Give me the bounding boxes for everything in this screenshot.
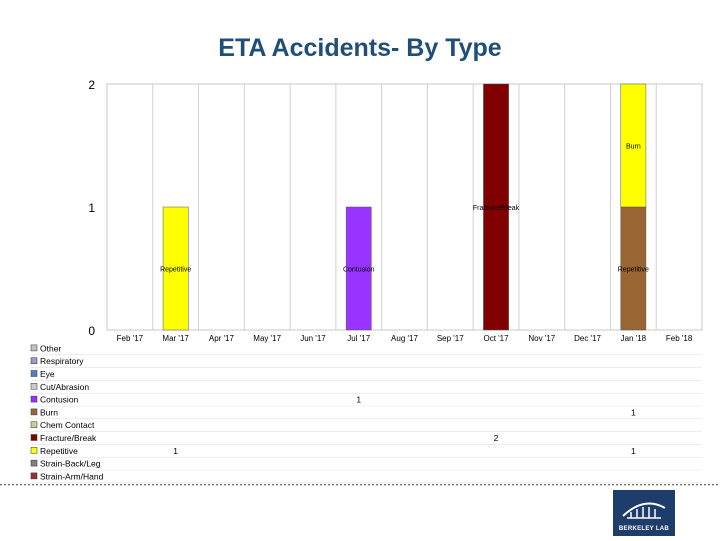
x-tick-label: Jul '17	[347, 334, 371, 343]
legend-label: Cut/Abrasion	[40, 381, 90, 392]
legend-label: Contusion	[40, 394, 79, 405]
x-tick-label: Jun '17	[300, 334, 326, 343]
bar-annotation: Fracture/Break	[472, 205, 520, 212]
legend-label: Eye	[40, 369, 55, 379]
legend-swatch	[31, 345, 37, 351]
legend-label: Respiratory	[40, 356, 84, 367]
x-tick-label: Oct '17	[483, 334, 509, 343]
legend-swatch	[31, 447, 37, 453]
y-tick-label: 0	[88, 324, 95, 338]
legend-label: Burn	[40, 407, 58, 418]
legend-swatch	[31, 422, 37, 428]
legend-swatch	[31, 396, 37, 402]
legend-swatch	[31, 460, 37, 466]
logo-text: BERKELEY LAB	[618, 526, 670, 532]
bar-annotation: Repetitive	[617, 266, 649, 274]
legend-label: Fracture/Break	[40, 433, 97, 443]
legend-label: Strain-Arm/Hand	[40, 471, 104, 482]
x-tick-label: Sep '17	[436, 334, 464, 343]
x-tick-label: Nov '17	[528, 334, 556, 343]
y-tick-label: 1	[88, 201, 95, 215]
legend-swatch	[31, 358, 37, 364]
berkeley-lab-logo	[613, 490, 675, 536]
x-tick-label: Feb '18	[665, 334, 693, 343]
chart-title: ETA Accidents- By Type	[218, 34, 502, 62]
bar-annotation: Contusion	[342, 266, 375, 274]
x-tick-label: May '17	[253, 334, 282, 343]
bar-annotation: Burn	[625, 143, 641, 151]
legend-swatch	[31, 383, 37, 389]
plot-area	[107, 84, 702, 330]
table-cell-value: 1	[630, 407, 636, 418]
legend-swatch	[31, 435, 37, 441]
x-tick-label: Apr '17	[208, 334, 234, 343]
legend-label: Strain-Back/Leg	[40, 458, 101, 469]
legend-label: Chem Contact	[40, 420, 95, 431]
legend-swatch	[31, 473, 37, 479]
x-tick-label: Feb '17	[116, 334, 144, 343]
table-cell-value: 1	[630, 445, 636, 456]
bar-annotation: Repetitive	[160, 266, 192, 274]
x-tick-label: Aug '17	[391, 334, 418, 343]
table-cell-value: 2	[493, 433, 499, 443]
x-tick-label: Mar '17	[162, 334, 189, 343]
table-cell-value: 1	[173, 445, 179, 456]
legend-label: Repetitive	[40, 445, 78, 456]
x-tick-label: Jan '18	[620, 334, 647, 343]
y-tick-label: 2	[88, 78, 95, 92]
table-cell-value: 1	[356, 394, 362, 405]
legend-label: Other	[40, 343, 62, 354]
legend-swatch	[31, 371, 37, 377]
x-tick-label: Dec '17	[574, 334, 602, 343]
legend-swatch	[31, 409, 37, 415]
